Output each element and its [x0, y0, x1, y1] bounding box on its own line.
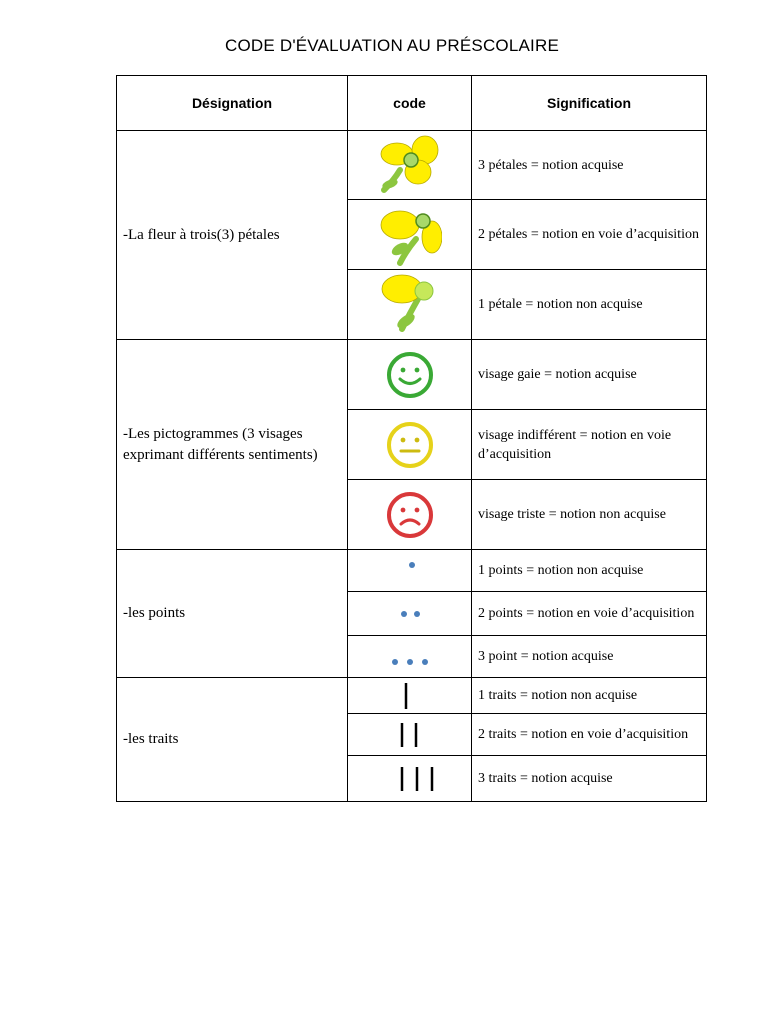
designation-pictograms: -Les pictogrammes (3 visages exprimant différents sentiments) — [117, 340, 348, 550]
table-row — [117, 550, 707, 592]
flower-three-petals-icon — [348, 134, 471, 196]
signification-cell: 2 pétales = notion en voie d’acquisition — [472, 200, 707, 270]
page-title: CODE D'ÉVALUATION AU PRÉSCOLAIRE — [225, 36, 559, 55]
code-cell — [348, 340, 472, 410]
designation-points: -les points — [117, 550, 348, 678]
designation-flower: -La fleur à trois(3) pétales — [117, 131, 348, 340]
header-code: code — [348, 76, 472, 131]
signification-cell: 1 pétale = notion non acquise — [472, 270, 707, 340]
signification-cell: visage indifférent = notion en voie d’acquisition — [472, 410, 707, 480]
signification-cell: 2 traits = notion en voie d’acquisition — [472, 714, 707, 756]
header-signification: Signification — [472, 76, 707, 131]
flower-two-petals-icon — [348, 203, 471, 267]
code-cell — [348, 200, 472, 270]
signification-cell: 3 traits = notion acquise — [472, 756, 707, 802]
three-strokes-icon — [348, 764, 471, 794]
evaluation-code-table — [116, 75, 707, 802]
signification-cell: 1 traits = notion non acquise — [472, 678, 707, 714]
table-row — [117, 678, 707, 714]
happy-face-icon — [348, 350, 471, 400]
signification-cell: 1 points = notion non acquise — [472, 550, 707, 592]
code-cell — [348, 756, 472, 802]
two-strokes-icon — [348, 720, 471, 750]
one-dot-icon — [348, 556, 471, 586]
header-designation: Désignation — [117, 76, 348, 131]
code-cell — [348, 678, 472, 714]
neutral-face-icon — [348, 420, 471, 470]
table-row — [117, 340, 707, 410]
table-header-row — [117, 76, 707, 131]
designation-strokes: -les traits — [117, 678, 348, 802]
code-cell — [348, 592, 472, 636]
code-cell — [348, 410, 472, 480]
signification-cell: 2 points = notion en voie d’acquisition — [472, 592, 707, 636]
signification-cell: 3 pétales = notion acquise — [472, 131, 707, 200]
three-dots-icon — [348, 642, 471, 672]
code-cell — [348, 480, 472, 550]
code-cell — [348, 636, 472, 678]
flower-one-petal-icon — [348, 273, 471, 337]
code-cell — [348, 131, 472, 200]
code-cell — [348, 714, 472, 756]
code-cell — [348, 270, 472, 340]
one-stroke-icon — [348, 681, 471, 711]
code-cell — [348, 550, 472, 592]
signification-cell: visage gaie = notion acquise — [472, 340, 707, 410]
signification-cell: visage triste = notion non acquise — [472, 480, 707, 550]
two-dots-icon — [348, 599, 471, 629]
table-row — [117, 131, 707, 200]
sad-face-icon — [348, 490, 471, 540]
signification-cell: 3 point = notion acquise — [472, 636, 707, 678]
